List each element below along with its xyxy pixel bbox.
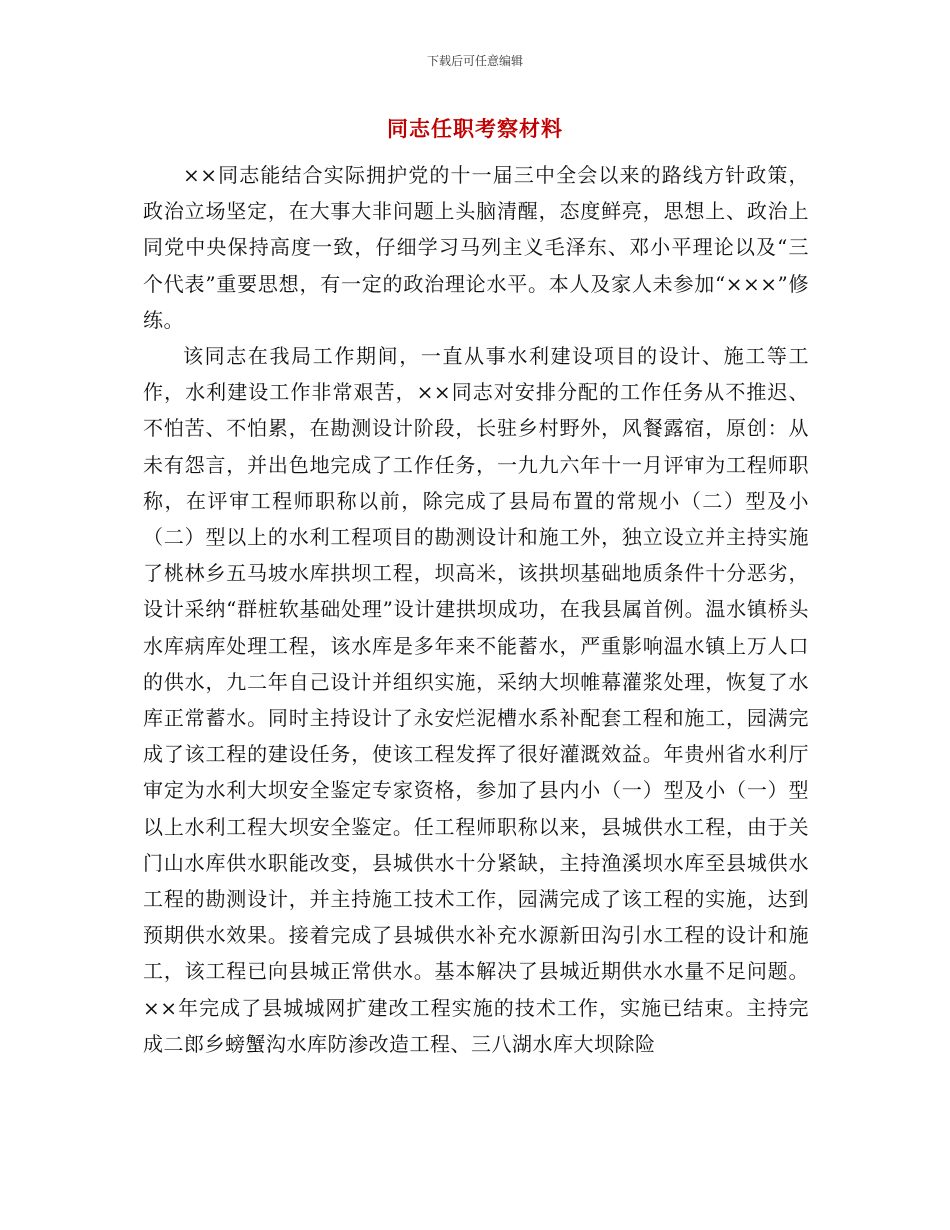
document-title: 同志任职考察材料 [387,117,563,141]
document-body [143,157,809,1062]
paragraph-work-performance: 该同志在我局工作期间，一直从事水利建设项目的设计、施工等工作，水利建设工作非常艰苦，××同志对安排分配的工作任务从不推迟、不怕苦、不怕累，在勘测设计阶段，长驻乡村野外，风餐露宿，原创：从未有怨言，并出色地完成了工作任务，一九九六年十一月评审为工程师职称，在评审工程师职称以前，除完成了县局布置的常规小（二）型及小（二）型以上的水利工程项目的勘测设计和施工外，独立设立并主持实施了桃林乡五马坡水库拱坝工程，坝高米，该拱坝基础地质条件十分恶劣，设计采纳“群桩软基础处理”设计建拱坝成功，在我县属首例。温水镇桥头水库病库处理工程，该水库是多年来不能蓄水，严重影响温水镇上万人口的供水，九二年自己设计并组织实施，采纳大坝帷幕灌浆处理，恢复了水库正常蓄水。同时主持设计了永安烂泥槽水系补配套工程和施工，园满完成了该工程的建设任务，使该工程发挥了很好灌溉效益。年贵州省水利厅审定为水利大坝安全鉴定专家资格，参加了县内小（一）型及小（一）型以上水利工程大坝安全鉴定。任工程师职称以来，县城供水工程，由于关门山水库供水职能改变，县城供水十分紧缺，主持渔溪坝水库至县城供水工程的勘测设计，并主持施工技术工作，园满完成了该工程的实施，达到预期供水效果。接着完成了县城供水补充水源新田沟引水工程的设计和施工，该工程已向县城正常供水。基本解决了县城近期供水水量不足问题。××年完成了县城城网扩建改工程实施的技术工作，实施已结束。主持完成二郎乡螃蟹沟水库防渗改造工程、三八湖水库大坝除险 [143,344,809,1056]
header-note: 下载后可任意编辑 [426,54,523,68]
paragraph-political-stance: ××同志能结合实际拥护党的十一届三中全会以来的路线方针政策，政治立场坚定，在大事大非问题上头脑清醒，态度鲜亮，思想上、政治上同党中央保持高度一致，仔细学习马列主义毛泽东、邓小平理论以及“三个代表”重要思想，有一定的政治理论水平。本人及家人未参加“×××”修练。 [143,163,809,332]
